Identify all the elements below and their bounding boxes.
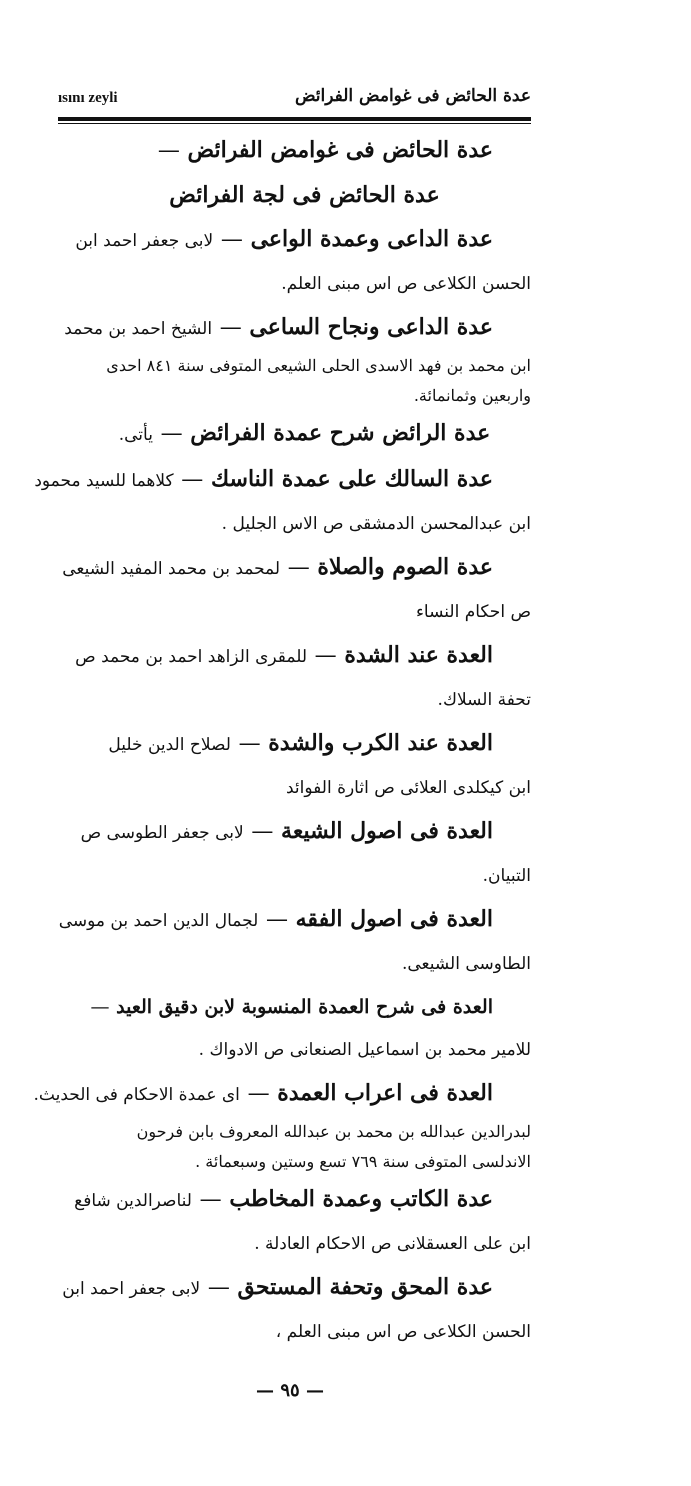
entry-author: لمحمد بن محمد المفيد الشيعى: [62, 559, 281, 579]
entry-title-line: [33, 1071, 531, 1117]
header-rule-thick: [58, 117, 531, 121]
entry-title: العدة فى شرح العمدة المنسوبة لابن دقيق العيد: [116, 996, 493, 1018]
entry-list: [33, 128, 531, 1353]
entry-title-line: [34, 457, 531, 503]
entry-2: [78, 173, 531, 217]
entry-title: عدة الداعى ونجاح الساعى: [249, 314, 493, 340]
entry-continuation: ص احكام النساء: [415, 602, 531, 622]
entry-title-line: [78, 985, 531, 1029]
entry-dash: —: [265, 907, 288, 932]
entry-1: [78, 128, 531, 173]
entry-title: عدة المحق وتحفة المستحق: [237, 1274, 493, 1300]
entry-continuation: للامير محمد بن اسماعيل الصنعانى ص الادواك .: [198, 1040, 531, 1060]
page-number: — ٩٥ —: [256, 1380, 324, 1401]
entry-title-line: [58, 897, 531, 943]
entry-dash: —: [251, 819, 274, 844]
entry-4: [64, 305, 531, 411]
entry-dash: —: [287, 555, 310, 580]
entry-continuation: ابن محمد بن فهد الاسدى الحلى الشيعى المتوفى سنة ٨٤١ احدى واربعين وثمانمائة.: [106, 356, 531, 405]
entry-author: اى عمدة الاحكام فى الحديث.: [33, 1085, 240, 1105]
entry-14: [74, 1177, 531, 1265]
entry-dash: —: [199, 1187, 222, 1212]
entry-title-line: [64, 305, 531, 351]
entry-title-line: [75, 633, 531, 679]
header-left-label: ısını zeyli: [58, 90, 118, 106]
entry-title-line: [78, 173, 531, 217]
entry-author: لصلاح الدين خليل: [108, 735, 231, 755]
entry-title: عدة الحائض فى غوامض الفرائض: [187, 137, 493, 163]
entry-dash: —: [207, 1275, 230, 1300]
entry-author: لابى جعفر احمد ابن: [62, 1279, 201, 1299]
entry-title: عدة الداعى وعمدة الواعى: [250, 226, 493, 252]
entry-11: [58, 897, 531, 985]
entry-dash: —: [247, 1081, 270, 1106]
entry-title-line: [78, 411, 531, 457]
entry-author: لناصرالدين شافع: [74, 1191, 192, 1211]
entry-6: [34, 457, 531, 545]
entry-continuation: الحسن الكلاعى ص اس مبنى العلم.: [281, 274, 531, 294]
entry-title: عدة الصوم والصلاة: [317, 554, 493, 580]
entry-dash: —: [314, 643, 337, 668]
entry-continuation: ابن على العسقلانى ص الاحكام العادلة .: [254, 1234, 531, 1254]
entry-title-line: [78, 809, 531, 855]
entry-5: [78, 411, 531, 457]
entry-dash: —: [219, 315, 242, 340]
entry-dash: —: [90, 996, 110, 1018]
entry-author: لجمال الدين احمد بن موسى: [58, 911, 259, 931]
entry-continuation: الحسن الكلاعى ص اس مبنى العلم ،: [275, 1322, 531, 1342]
entry-7: [62, 545, 531, 633]
entry-12: [78, 985, 531, 1071]
entry-title: عدة السالك على عمدة الناسك: [210, 466, 493, 492]
entry-3: [75, 217, 531, 305]
entry-author: يأتى.: [118, 425, 153, 445]
entry-continuation: لبدرالدين عبدالله بن محمد بن عبدالله المعروف بابن فرحون الاندلسى المتوفى سنة ٧٦٩ تسع وستين وسبعمائة .: [136, 1122, 531, 1171]
entry-dash: —: [160, 421, 183, 446]
entry-continuation: ابن عبدالمحسن الدمشقى ص الاس الجليل .: [221, 514, 531, 534]
entry-author: لابى جعفر الطوسى ص: [80, 823, 244, 843]
entry-title: العدة عند الكرب والشدة: [268, 730, 493, 756]
entry-title-line: [78, 128, 531, 173]
entry-author: كلاهما للسيد محمود: [34, 471, 174, 491]
header-rule-thin: [58, 123, 531, 124]
entry-continuation: الطاوسى الشيعى.: [401, 954, 531, 974]
entry-continuation: تحفة السلاك.: [437, 690, 531, 710]
entry-continuation: التبيان.: [482, 866, 531, 886]
entry-title-line: [62, 545, 531, 591]
running-header: [58, 86, 531, 112]
entry-10: [78, 809, 531, 897]
entry-title: عدة الكاتب وعمدة المخاطب: [229, 1186, 493, 1212]
entry-9: [78, 721, 531, 809]
entry-author: لابى جعفر احمد ابن: [75, 231, 214, 251]
entry-title: العدة فى اصول الشيعة: [281, 818, 493, 844]
entry-13: [33, 1071, 531, 1177]
entry-author: للمقرى الزاهد احمد بن محمد ص: [75, 647, 307, 667]
entry-dash: —: [181, 467, 204, 492]
entry-title: العدة فى اعراب العمدة: [277, 1080, 493, 1106]
entry-title: العدة عند الشدة: [344, 642, 493, 668]
entry-title: العدة فى اصول الفقه: [295, 906, 493, 932]
entry-title-line: [78, 721, 531, 767]
entry-title-line: [74, 1177, 531, 1223]
entry-title-line: [62, 1265, 531, 1311]
header-title: عدة الحائض فى غوامض الفرائض: [294, 86, 531, 106]
entry-author: الشيخ احمد بن محمد: [64, 319, 213, 339]
entry-title-line: [75, 217, 531, 263]
entry-8: [75, 633, 531, 721]
entry-title: عدة الرائض شرح عمدة الفرائض: [190, 420, 491, 446]
entry-dash: —: [238, 731, 261, 756]
entry-title: عدة الحائض فى لجة الفرائض: [169, 182, 440, 208]
entry-dash: —: [220, 227, 243, 252]
entry-continuation: ابن كيكلدى العلائى ص اثارة الفوائد: [286, 778, 531, 798]
entry-15: [62, 1265, 531, 1353]
entry-dash: —: [157, 138, 180, 163]
